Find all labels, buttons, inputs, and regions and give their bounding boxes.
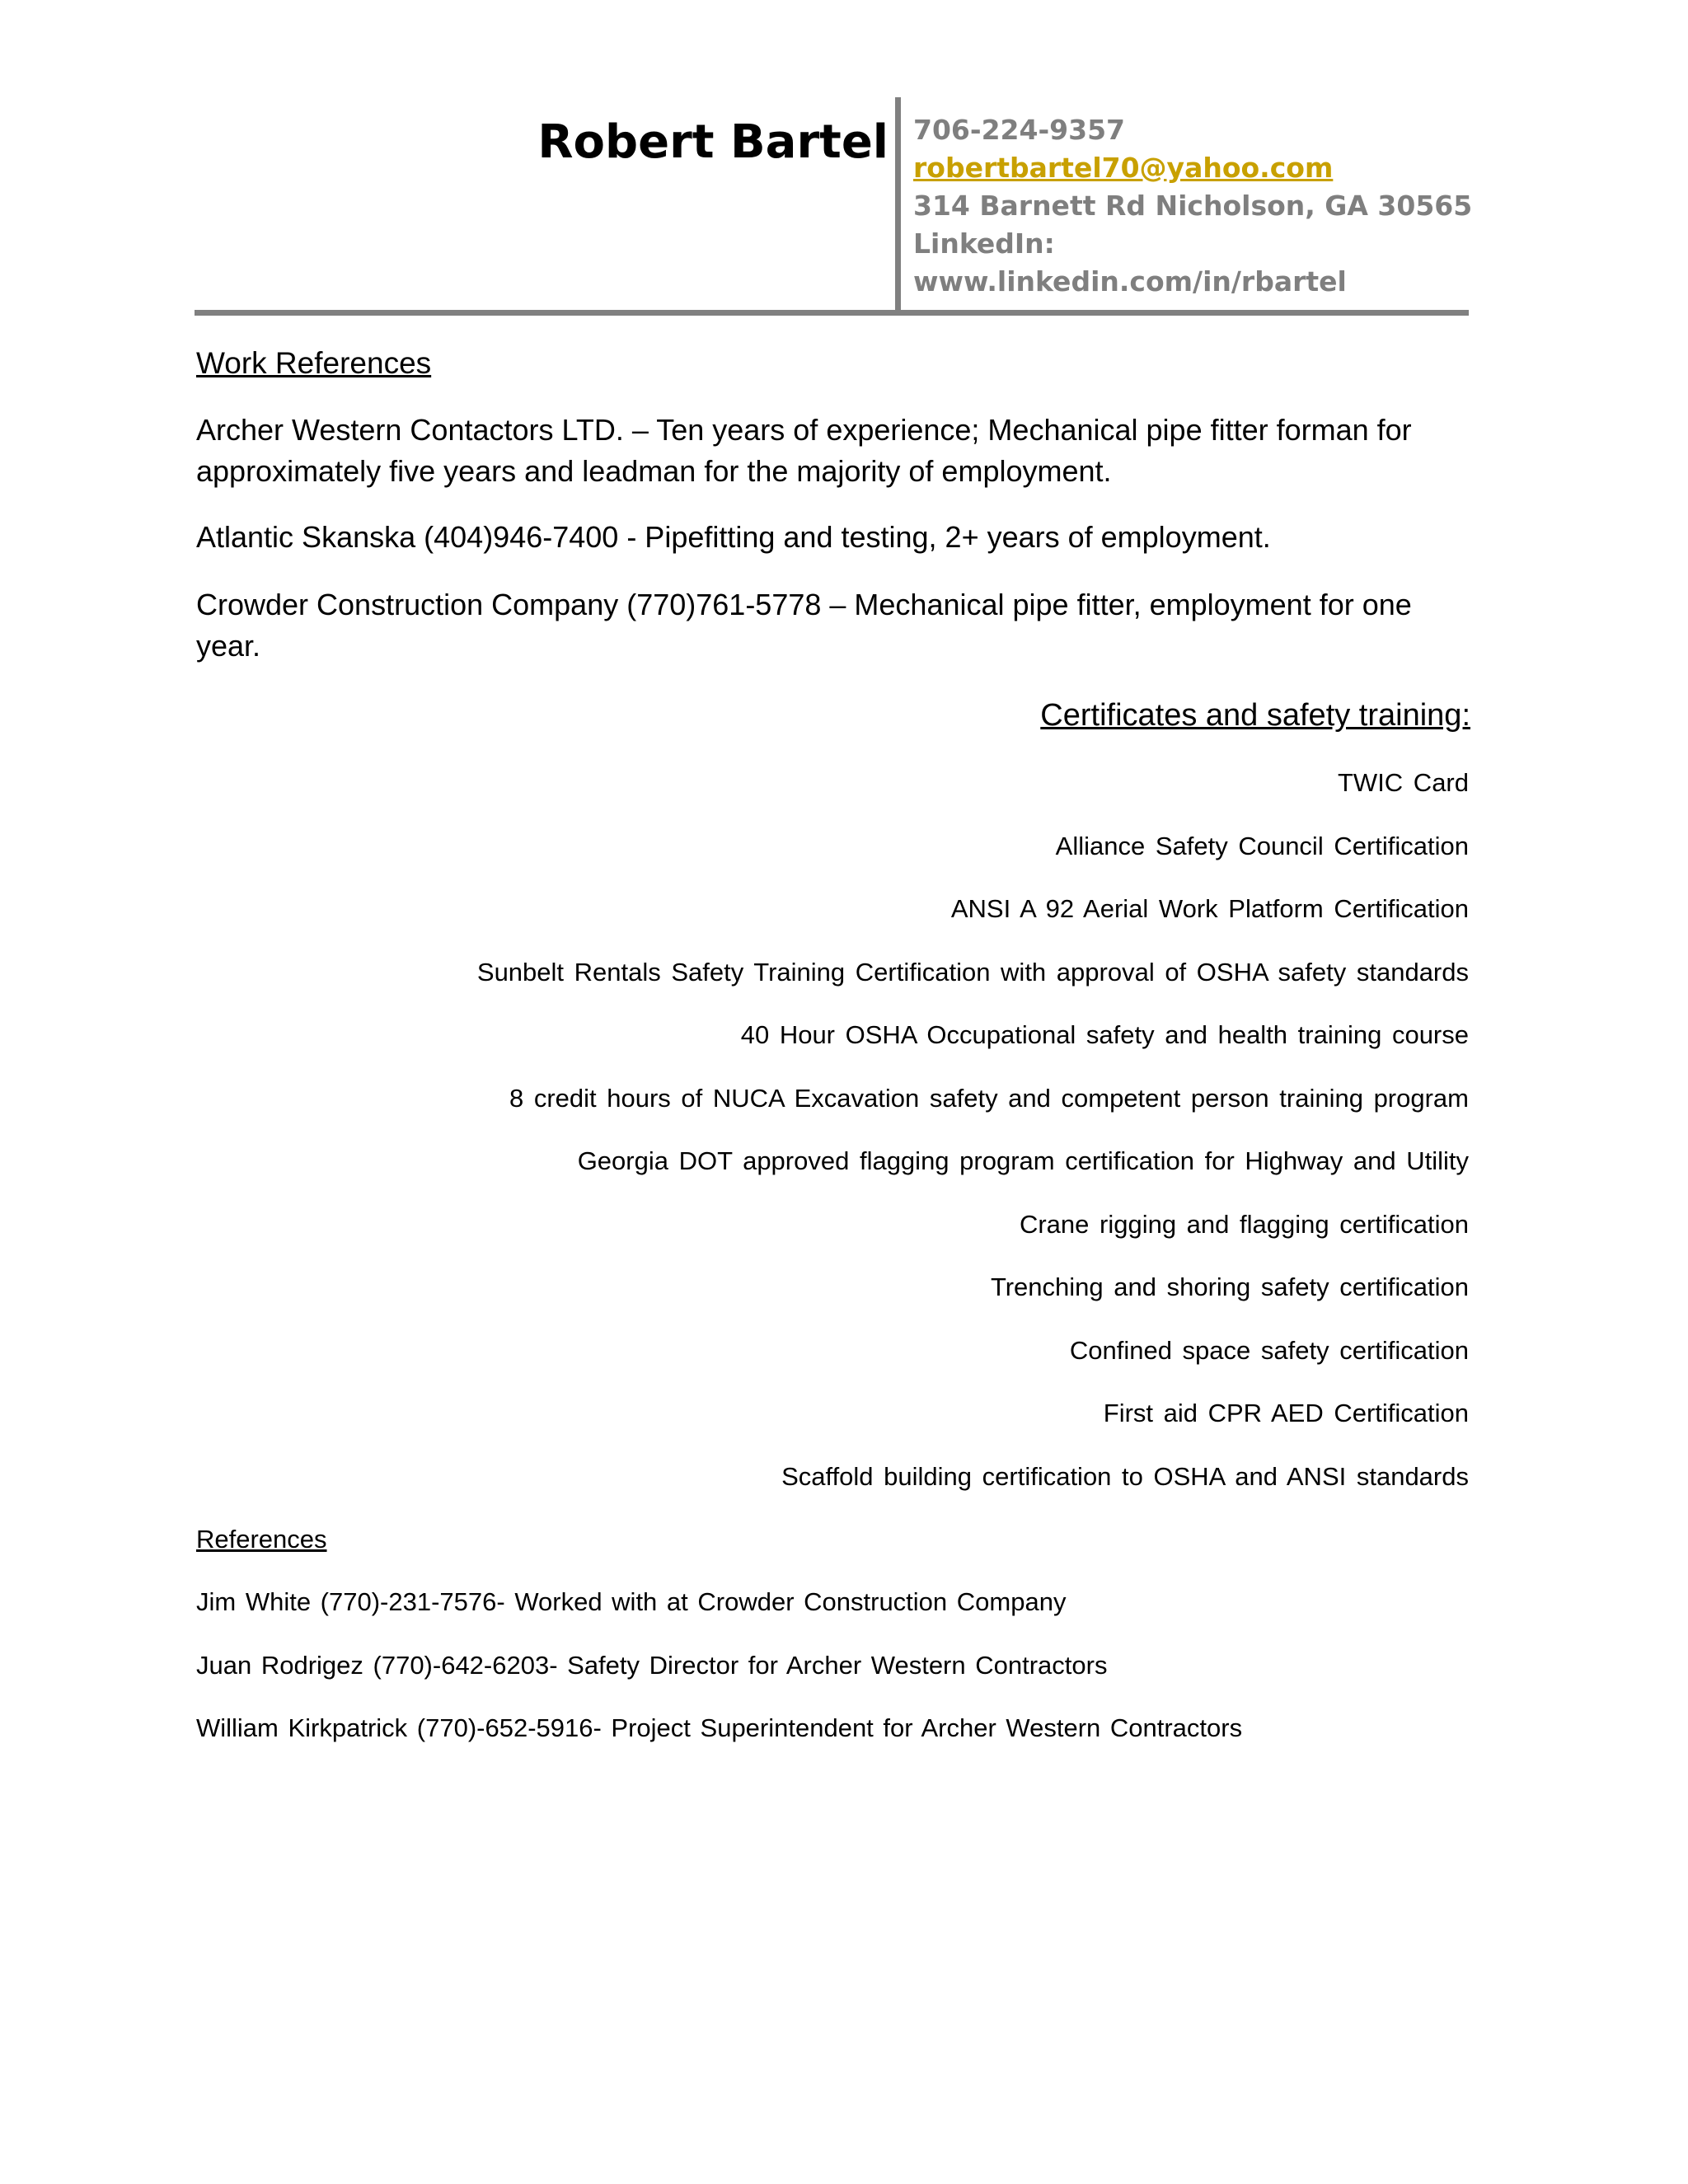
work-reference-item: Atlantic Skanska (404)946-7400 - Pipefitting and testing, 2+ years of employment. <box>196 520 1271 554</box>
certificate-item: 40 Hour OSHA Occupational safety and health training course <box>740 1020 1469 1049</box>
certificate-item: Crane rigging and flagging certification <box>1019 1209 1469 1239</box>
contact-phone: 706-224-9357 <box>913 114 1126 146</box>
certificate-item: Alliance Safety Council Certification <box>1055 831 1469 860</box>
work-references-heading: Work References <box>196 346 432 380</box>
reference-item: William Kirkpatrick (770)-652-5916- Project Superintendent for Archer Western Contractors <box>196 1713 1243 1742</box>
certificate-item: TWIC Card <box>1338 768 1469 797</box>
certificate-item: ANSI A 92 Aerial Work Platform Certification <box>950 894 1469 923</box>
certificate-item: Trenching and shoring safety certification <box>990 1272 1469 1301</box>
contact-linkedin-url: www.linkedin.com/in/rbartel <box>913 265 1347 298</box>
certificate-item: Georgia DOT approved flagging program certification for Highway and Utility <box>577 1146 1469 1175</box>
work-reference-item: Archer Western Contactors LTD. – Ten years of experience; Mechanical pipe fitter forman for approximately five years and leadman for the majority of employment. <box>196 413 1412 488</box>
contact-linkedin-label: LinkedIn: <box>913 227 1055 260</box>
references-list <box>196 1586 1242 1775</box>
certificates-list <box>232 766 1469 1523</box>
references-heading: References <box>196 1525 327 1554</box>
reference-item: Juan Rodrigez (770)-642-6203- Safety Director for Archer Western Contractors <box>196 1650 1108 1680</box>
work-reference-item: Crowder Construction Company (770)761-5778 – Mechanical pipe fitter, employment for one year. <box>196 588 1412 663</box>
contact-email-link[interactable]: robertbartel70@yahoo.com <box>913 152 1334 184</box>
header-horizontal-divider <box>195 310 1469 316</box>
certificate-item: 8 credit hours of NUCA Excavation safety and competent person training program <box>509 1083 1469 1113</box>
header-vertical-divider <box>895 97 901 313</box>
certificate-item: Scaffold building certification to OSHA and ANSI standards <box>781 1461 1469 1491</box>
certificate-item: First aid CPR AED Certification <box>1103 1399 1469 1427</box>
candidate-name: Robert Bartel <box>537 115 889 169</box>
reference-item: Jim White (770)-231-7576- Worked with at Crowder Construction Company <box>196 1587 1067 1616</box>
certificate-item: Sunbelt Rentals Safety Training Certification with approval of OSHA safety standards <box>476 957 1469 987</box>
contact-block <box>913 111 1474 301</box>
certificates-heading: Certificates and safety training: <box>1040 698 1470 733</box>
contact-address: 314 Barnett Rd Nicholson, GA 30565 <box>913 190 1473 222</box>
certificate-item: Confined space safety certification <box>1069 1335 1469 1365</box>
